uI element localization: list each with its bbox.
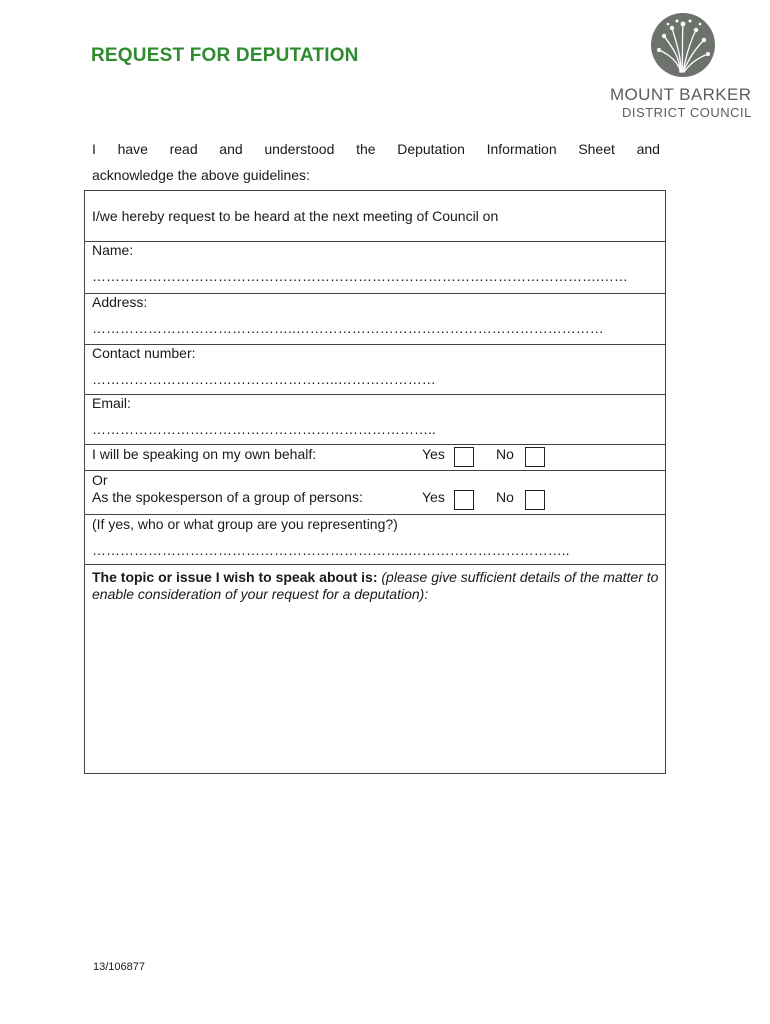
email-label: Email: [92, 395, 131, 411]
page-title: REQUEST FOR DEPUTATION [91, 45, 359, 66]
logo-line2: DISTRICT COUNCIL [622, 105, 752, 120]
own-behalf-row [85, 445, 665, 471]
name-field[interactable]: ……………………………………………………………………………………………….…… [92, 268, 628, 284]
intro-statement [92, 136, 660, 188]
topic-instructions: (please give sufficient details of the matter to enable consideration of your request for a deputation): [92, 569, 659, 602]
spokesperson-yes-checkbox[interactable] [454, 490, 474, 510]
document-reference: 13/106877 [93, 961, 145, 973]
deputation-form [84, 190, 666, 774]
own-behalf-yes-checkbox[interactable] [454, 447, 474, 467]
spokesperson-row [85, 471, 665, 515]
group-question: (If yes, who or what group are you representing?) [92, 516, 398, 532]
spokesperson-no-label: No [496, 489, 514, 505]
address-row[interactable] [85, 294, 665, 345]
contact-row[interactable] [85, 345, 665, 395]
address-label: Address: [92, 294, 148, 310]
request-text: I/we hereby request to be heard at the next meeting of Council on [92, 208, 499, 224]
contact-label: Contact number: [92, 345, 196, 361]
council-logo [608, 10, 760, 120]
group-row[interactable] [85, 515, 665, 565]
own-behalf-label: I will be speaking on my own behalf: [92, 446, 317, 462]
council-logo-icon [650, 12, 716, 78]
contact-field[interactable]: ……………………………………………..………………… [92, 371, 436, 387]
own-behalf-no-checkbox[interactable] [525, 447, 545, 467]
intro-line1: I have read and understood the Deputation Information Sheet and [92, 141, 660, 157]
spokesperson-label: As the spokesperson of a group of persons: [92, 489, 363, 505]
own-behalf-yes-label: Yes [422, 446, 445, 462]
topic-row[interactable] [85, 565, 665, 773]
group-field[interactable]: …………………………………………………………..…………………………….. [92, 542, 570, 558]
intro-line2: acknowledge the above guidelines: [92, 167, 310, 183]
spokesperson-yes-label: Yes [422, 489, 445, 505]
topic-heading: The topic or issue I wish to speak about is: [92, 569, 378, 585]
email-row[interactable] [85, 395, 665, 445]
or-label: Or [92, 472, 108, 488]
logo-line1: MOUNT BARKER [610, 85, 752, 104]
topic-prompt [92, 569, 660, 603]
name-label: Name: [92, 242, 134, 258]
spokesperson-no-checkbox[interactable] [525, 490, 545, 510]
email-field[interactable]: ……………………………………………………………….. [92, 421, 436, 437]
own-behalf-no-label: No [496, 446, 514, 462]
name-row[interactable] [85, 242, 665, 294]
address-field[interactable]: ……………………………………..………………………………………………………… [92, 320, 604, 336]
request-row [85, 191, 665, 242]
